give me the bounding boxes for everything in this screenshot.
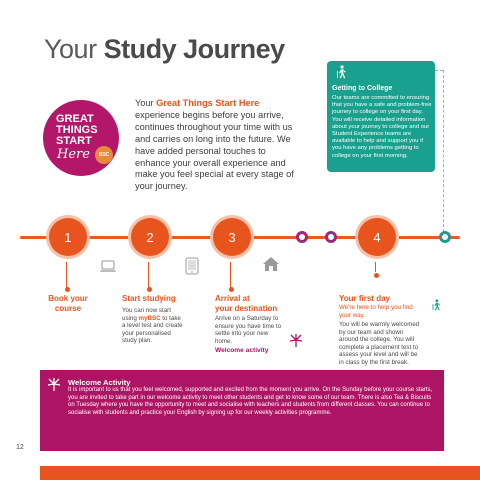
footer-bar [40, 466, 480, 480]
arrival-body: Arrive on a Saturday to ensure you have time to settle into your new home. [215, 315, 282, 345]
book-course-title [33, 294, 103, 313]
step-2-dot [147, 287, 152, 292]
arrival-title-line1: Arrival at [215, 294, 250, 303]
intro-lead: Your [135, 98, 154, 108]
badge-line2: THINGS [56, 124, 98, 136]
house-icon [262, 256, 280, 272]
page-number: 12 [16, 444, 24, 451]
intro-rest: experience begins before you arrive, continues throughout your time with us and carries on long into the future. We have added personal touches to enhance your overall experience and make you feel special at every stage of your journey. [135, 109, 294, 192]
page-title [44, 34, 285, 65]
getting-to-college-body: Our teams are committed to ensuring that you have a safe and problem-free journey to college on your first day. You will receive detailed information about your journey to college and our Student Experience teams are available to help and support you if you have any problems getting to college on your first morning. [332, 95, 432, 159]
intro-highlight: Great Things Start Here [156, 98, 260, 108]
arrival-title-line2: your destination [215, 303, 278, 313]
first-day-title: Your first day [339, 294, 390, 303]
step-3: 3 [213, 218, 251, 256]
timeline-ring-1 [296, 231, 308, 243]
celebration-icon [288, 332, 304, 348]
badge-here: Here [57, 147, 90, 162]
getting-to-college-title: Getting to College [332, 85, 393, 92]
start-body-post: to take a level test and create your personalised study plan. [122, 314, 183, 345]
start-studying-title: Start studying [122, 294, 176, 303]
page-title-bold: Study Journey [103, 34, 285, 64]
badge-text [56, 114, 98, 147]
step-4: 4 [358, 218, 396, 256]
step-3-dot [229, 287, 234, 292]
laptop-icon [99, 260, 117, 273]
celebration-icon-white [46, 376, 62, 392]
connector-dash-v [443, 70, 444, 237]
start-studying-body [122, 307, 184, 345]
getting-to-college-box [327, 61, 435, 172]
badge-line1: GREAT [56, 113, 94, 125]
step-4-dot [374, 273, 379, 278]
first-day-subtitle: We're here to help you find your way. [339, 304, 413, 319]
tablet-icon [185, 257, 199, 275]
welcome-activity-title: Welcome Activity [68, 378, 131, 387]
welcome-activity-body: It is important to us that you feel welcomed, supported and excited from the moment you arrive. On the Sunday before your course starts, you are invited to take part in our welcome activity to meet other students and get to know some of our team. There is also Tea & Biscuits on Tuesday where you have the opportunity to meet and socialise with teachers and students from different classes. You can continue to socialise with students and practice your English by signing up for our weekly activities programme. [68, 387, 433, 416]
timeline-ring-3 [439, 231, 451, 243]
walking-person-icon [334, 65, 348, 79]
page-title-plain: Your [44, 34, 97, 64]
welcome-activity-box [40, 370, 444, 451]
welcome-activity-link[interactable]: Welcome activity [215, 347, 269, 354]
start-body-pre: You can now start using [122, 307, 171, 322]
book-title-line1: Book your [48, 294, 88, 303]
step-2: 2 [131, 218, 169, 256]
mybsc-link[interactable]: myBSC [138, 314, 161, 322]
great-things-badge [43, 100, 119, 176]
step-1-dot [65, 287, 70, 292]
book-title-line2: course [54, 303, 82, 313]
first-day-body: You will be warmly welcomed by our team and shown around the college. You will complete a placement test to assess your level and will be in class by the first break. [339, 321, 420, 366]
step-1: 1 [49, 218, 87, 256]
arrival-title [215, 294, 305, 313]
intro-paragraph [135, 98, 295, 193]
timeline-ring-2 [325, 231, 337, 243]
connector-dash-h [435, 70, 443, 71]
badge-seal: BSC [95, 146, 113, 164]
badge-line3: START [56, 135, 92, 147]
